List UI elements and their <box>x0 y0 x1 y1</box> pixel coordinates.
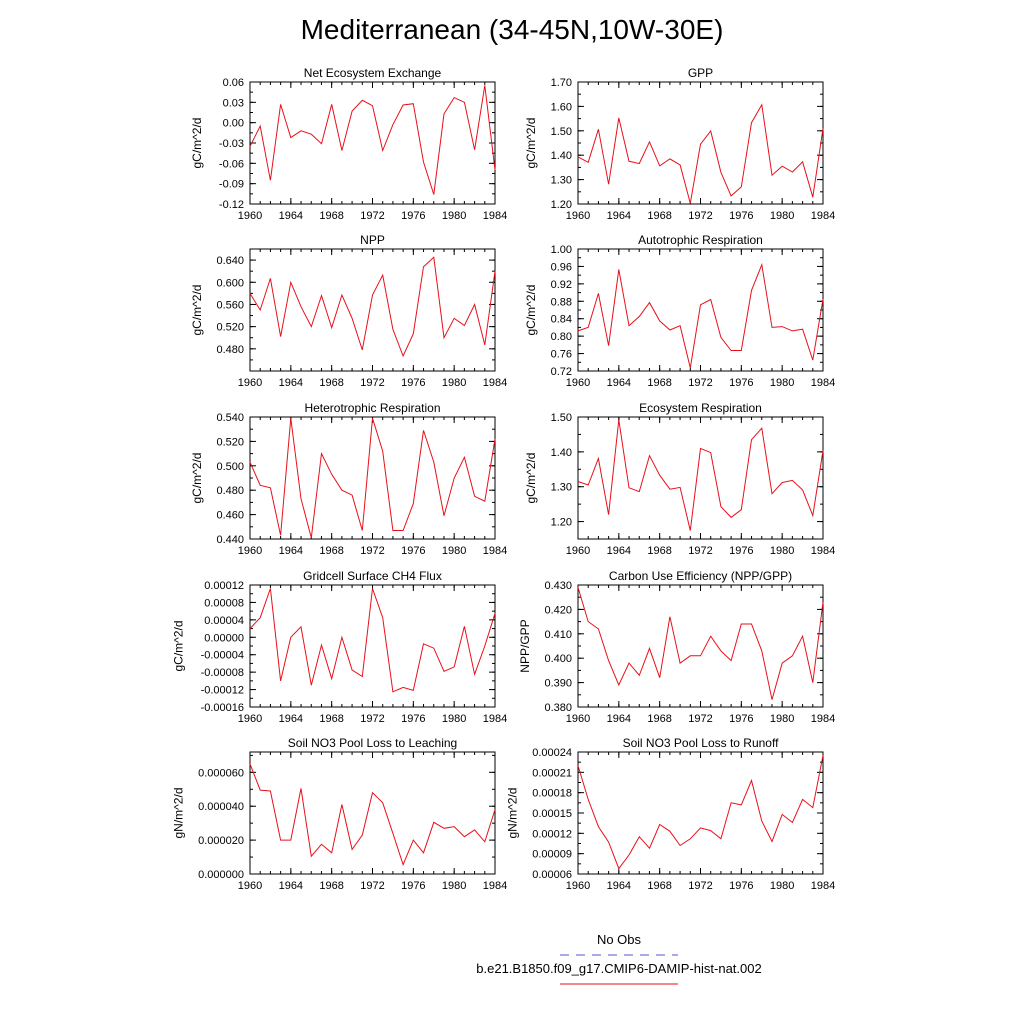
y-tick-label: 0.96 <box>550 261 572 274</box>
x-tick-label: 1964 <box>278 210 304 222</box>
y-tick-label: -0.00004 <box>200 649 244 662</box>
y-axis-label: gC/m^2/d <box>524 117 539 169</box>
chart-panel <box>171 736 507 892</box>
y-tick-label: 0.000000 <box>198 869 244 881</box>
y-tick-label: 0.520 <box>216 321 244 334</box>
x-tick-label: 1984 <box>482 377 508 389</box>
y-tick-label: 1.20 <box>550 516 572 529</box>
series-line <box>250 764 495 865</box>
x-tick-label: 1984 <box>810 880 836 892</box>
x-tick-label: 1968 <box>319 545 344 557</box>
y-tick-label: 0.00004 <box>204 614 244 627</box>
x-tick-label: 1964 <box>606 880 632 892</box>
x-tick-label: 1968 <box>319 880 344 892</box>
y-tick-label: 0.500 <box>216 460 244 473</box>
chart-panel <box>190 66 507 222</box>
x-tick-label: 1980 <box>769 713 795 725</box>
y-tick-label: 0.00012 <box>532 828 572 841</box>
series-line <box>250 257 495 356</box>
x-tick-label: 1972 <box>360 713 385 725</box>
x-tick-label: 1984 <box>810 210 836 222</box>
x-tick-label: 1972 <box>688 210 713 222</box>
x-tick-label: 1972 <box>688 880 713 892</box>
y-tick-label: 0.430 <box>544 580 572 592</box>
y-tick-label: -0.06 <box>218 158 244 171</box>
y-tick-label: 0.640 <box>216 255 244 268</box>
chart-title: Gridcell Surface CH4 Flux <box>303 569 442 583</box>
x-tick-label: 1984 <box>810 377 836 389</box>
x-tick-label: 1980 <box>769 545 795 557</box>
x-tick-label: 1964 <box>278 880 304 892</box>
x-tick-label: 1976 <box>729 713 754 725</box>
y-tick-label: 1.30 <box>550 174 572 187</box>
x-tick-label: 1976 <box>401 713 426 725</box>
x-tick-label: 1960 <box>565 713 591 725</box>
chart-panel <box>506 736 836 892</box>
y-tick-label: 1.40 <box>550 446 572 459</box>
y-tick-label: 0.00012 <box>204 580 244 592</box>
y-tick-label: 1.40 <box>550 150 572 163</box>
y-tick-label: -0.12 <box>218 199 244 211</box>
x-tick-label: 1984 <box>482 880 508 892</box>
x-tick-label: 1972 <box>360 880 385 892</box>
y-tick-label: 1.70 <box>550 77 572 89</box>
x-tick-label: 1980 <box>441 713 467 725</box>
x-tick-label: 1960 <box>237 880 263 892</box>
chart-title: GPP <box>687 66 714 80</box>
x-tick-label: 1972 <box>688 713 713 725</box>
x-tick-label: 1960 <box>565 880 591 892</box>
x-tick-label: 1972 <box>360 377 385 389</box>
x-tick-label: 1960 <box>565 377 591 389</box>
x-tick-label: 1964 <box>606 210 632 222</box>
y-tick-label: -0.00016 <box>200 702 244 714</box>
x-tick-label: 1968 <box>319 713 344 725</box>
y-tick-label: 1.50 <box>550 412 572 424</box>
y-tick-label: 0.480 <box>216 343 244 356</box>
x-tick-label: 1976 <box>401 210 426 222</box>
chart-panel <box>524 401 835 557</box>
series-line <box>250 589 495 692</box>
series-line <box>578 587 823 699</box>
plot-frame <box>250 417 495 539</box>
x-tick-label: 1980 <box>769 210 795 222</box>
x-tick-label: 1976 <box>729 377 754 389</box>
x-tick-label: 1968 <box>647 880 672 892</box>
y-tick-label: 0.440 <box>216 534 244 546</box>
chart-panel <box>190 233 507 389</box>
x-tick-label: 1964 <box>606 545 632 557</box>
x-tick-label: 1984 <box>482 210 508 222</box>
y-tick-label: -0.00012 <box>200 684 244 697</box>
y-tick-label: 0.00024 <box>532 747 572 759</box>
chart-title: Heterotrophic Respiration <box>304 401 441 415</box>
chart-title: Ecosystem Respiration <box>639 401 762 415</box>
y-tick-label: 0.560 <box>216 299 244 312</box>
plot-frame <box>250 249 495 371</box>
x-tick-label: 1960 <box>565 545 591 557</box>
y-tick-label: 0.72 <box>550 366 572 378</box>
x-tick-label: 1976 <box>401 545 426 557</box>
legend-obs-label: No Obs <box>596 932 642 947</box>
y-tick-label: 0.88 <box>550 296 572 309</box>
y-axis-label: gC/m^2/d <box>190 452 204 504</box>
y-tick-label: 1.20 <box>550 199 572 211</box>
series-line <box>578 105 823 204</box>
y-tick-label: 1.50 <box>550 125 572 138</box>
y-axis-label: gN/m^2/d <box>505 787 520 839</box>
y-tick-label: 0.03 <box>222 97 244 110</box>
series-line <box>250 85 495 194</box>
x-tick-label: 1976 <box>729 210 754 222</box>
plot-frame <box>578 752 823 874</box>
y-tick-label: 0.00006 <box>532 869 572 881</box>
x-tick-label: 1976 <box>401 880 426 892</box>
y-tick-label: 0.00018 <box>532 787 572 800</box>
plot-frame <box>250 752 495 874</box>
chart-panel <box>524 233 835 389</box>
y-axis-label: gC/m^2/d <box>190 284 204 336</box>
chart-title: NPP <box>360 233 385 247</box>
x-tick-label: 1980 <box>441 210 467 222</box>
x-tick-label: 1964 <box>606 713 632 725</box>
x-tick-label: 1964 <box>278 377 304 389</box>
x-tick-label: 1960 <box>237 545 263 557</box>
plot-frame <box>250 585 495 707</box>
y-axis-label: gN/m^2/d <box>171 787 186 839</box>
series-line <box>578 420 823 531</box>
y-tick-label: 0.00000 <box>204 632 244 645</box>
y-tick-label: -0.00008 <box>200 667 244 680</box>
x-tick-label: 1980 <box>441 880 467 892</box>
y-tick-label: 1.60 <box>550 101 572 114</box>
x-tick-label: 1960 <box>237 713 263 725</box>
chart-title: Net Ecosystem Exchange <box>303 66 442 80</box>
x-tick-label: 1972 <box>688 377 713 389</box>
y-tick-label: 1.30 <box>550 481 572 494</box>
y-tick-label: 0.00008 <box>204 597 244 610</box>
chart-panel <box>171 569 507 725</box>
y-tick-label: 0.80 <box>550 331 572 344</box>
y-tick-label: 0.480 <box>216 485 244 498</box>
x-tick-label: 1968 <box>647 545 672 557</box>
x-tick-label: 1980 <box>769 377 795 389</box>
x-tick-label: 1972 <box>360 210 385 222</box>
chart-title: Soil NO3 Pool Loss to Runoff <box>622 736 779 750</box>
y-tick-label: -0.09 <box>218 178 244 191</box>
x-tick-label: 1984 <box>482 713 508 725</box>
y-axis-label: NPP/GPP <box>518 619 532 673</box>
y-tick-label: 0.00015 <box>532 808 572 820</box>
legend-model-label: b.e21.B1850.f09_g17.CMIP6-DAMIP-hist-nat.002 <box>476 961 762 976</box>
y-tick-label: 0.00021 <box>532 767 572 780</box>
y-tick-label: 0.390 <box>544 677 572 690</box>
series-line <box>578 755 823 868</box>
y-tick-label: 0.410 <box>544 628 572 641</box>
x-tick-label: 1964 <box>278 713 304 725</box>
y-tick-label: 0.84 <box>550 313 572 326</box>
x-tick-label: 1976 <box>401 377 426 389</box>
chart-panel <box>190 401 507 557</box>
y-tick-label: 0.520 <box>216 436 244 449</box>
x-tick-label: 1980 <box>441 377 467 389</box>
chart-panel <box>524 66 835 222</box>
plot-frame <box>578 249 823 371</box>
figure-title: Mediterranean (34-45N,10W-30E) <box>300 14 724 45</box>
x-tick-label: 1972 <box>360 545 385 557</box>
x-tick-label: 1984 <box>482 545 508 557</box>
y-axis-label: gC/m^2/d <box>171 620 186 672</box>
y-tick-label: 0.420 <box>544 604 572 617</box>
x-tick-label: 1976 <box>729 880 754 892</box>
plot-frame <box>578 585 823 707</box>
y-tick-label: 0.000040 <box>198 801 244 814</box>
y-axis-label: gC/m^2/d <box>190 117 204 169</box>
chart-title: Autotrophic Respiration <box>638 233 763 247</box>
x-tick-label: 1964 <box>606 377 632 389</box>
series-line <box>250 418 495 538</box>
x-tick-label: 1984 <box>810 545 836 557</box>
y-tick-label: 0.92 <box>550 278 572 291</box>
chart-title: Carbon Use Efficiency (NPP/GPP) <box>608 569 793 583</box>
x-tick-label: 1972 <box>688 545 713 557</box>
chart-title: Soil NO3 Pool Loss to Leaching <box>287 736 458 750</box>
x-tick-label: 1968 <box>319 210 344 222</box>
y-tick-label: 1.00 <box>550 244 572 256</box>
y-tick-label: 0.380 <box>544 702 572 714</box>
y-tick-label: 0.400 <box>544 653 572 666</box>
series-line <box>578 265 823 368</box>
y-tick-label: -0.03 <box>218 138 244 150</box>
y-tick-label: 0.000060 <box>198 767 244 780</box>
x-tick-label: 1968 <box>647 210 672 222</box>
y-tick-label: 0.540 <box>216 412 244 424</box>
plot-frame <box>578 417 823 539</box>
x-tick-label: 1960 <box>237 377 263 389</box>
y-tick-label: 0.600 <box>216 277 244 290</box>
chart-panel <box>518 569 835 725</box>
x-tick-label: 1968 <box>319 377 344 389</box>
y-tick-label: 0.460 <box>216 509 244 522</box>
y-tick-label: 0.76 <box>550 348 572 361</box>
plot-frame <box>250 82 495 204</box>
x-tick-label: 1984 <box>810 713 836 725</box>
x-tick-label: 1976 <box>729 545 754 557</box>
y-axis-label: gC/m^2/d <box>524 452 539 504</box>
y-tick-label: 0.06 <box>222 77 244 89</box>
y-tick-label: 0.000020 <box>198 835 244 848</box>
x-tick-label: 1980 <box>441 545 467 557</box>
x-tick-label: 1968 <box>647 713 672 725</box>
x-tick-label: 1960 <box>565 210 591 222</box>
y-axis-label: gC/m^2/d <box>524 284 539 336</box>
y-tick-label: 0.00009 <box>532 848 572 861</box>
x-tick-label: 1980 <box>769 880 795 892</box>
x-tick-label: 1964 <box>278 545 304 557</box>
x-tick-label: 1968 <box>647 377 672 389</box>
x-tick-label: 1960 <box>237 210 263 222</box>
y-tick-label: 0.00 <box>222 117 244 130</box>
